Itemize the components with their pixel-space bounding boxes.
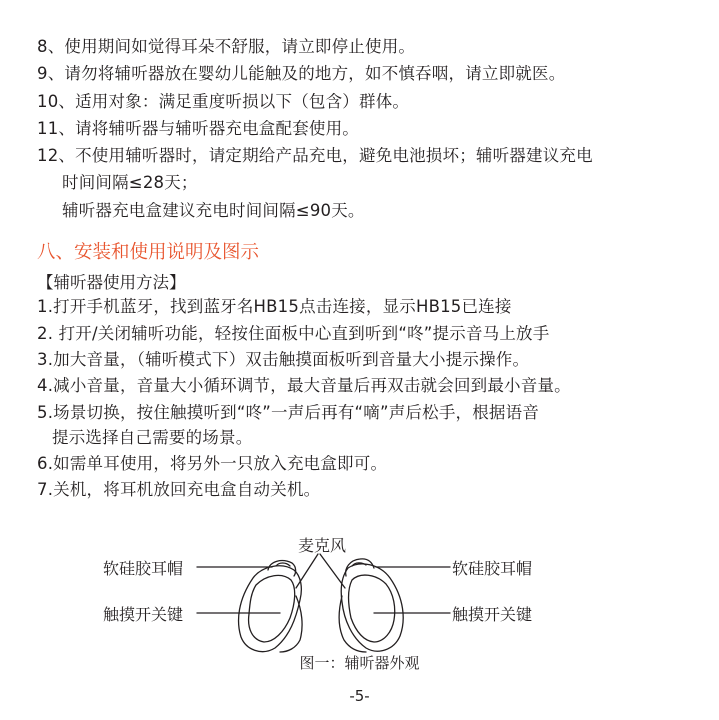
label-tip-left: 软硅胶耳帽 xyxy=(103,559,184,578)
note-9: 9、请勿将辅听器放在婴幼儿能触及的地方，如不慎吞咽，请立即就医。 xyxy=(37,64,566,83)
note-8: 8、使用期间如觉得耳朵不舒服，请立即停止使用。 xyxy=(37,37,416,56)
step-1: 1.打开手机蓝牙，找到蓝牙名HB15点击连接，显示HB15已连接 xyxy=(37,297,512,316)
leader-mic-left xyxy=(296,554,318,588)
left-earbud xyxy=(239,561,303,652)
note-12-cont-1: 时间间隔≤28天； xyxy=(62,173,198,192)
page-number: -5- xyxy=(349,687,370,705)
note-12: 12、不使用辅听器时，请定期给产品充电，避免电池损坏；辅听器建议充电 xyxy=(37,146,593,165)
figure-caption: 图一：辅听器外观 xyxy=(299,654,420,672)
step-5: 5.场景切换，按住触摸听到“咚”一声后再有“嘀”声后松手，根据语音 xyxy=(37,403,540,422)
section-subheading: 【辅听器使用方法】 xyxy=(37,273,186,292)
step-7: 7.关机，将耳机放回充电盒自动关机。 xyxy=(37,480,321,499)
note-11: 11、请将辅听器与辅听器充电盒配套使用。 xyxy=(37,119,359,138)
step-6: 6.如需单耳使用，将另外一只放入充电盒即可。 xyxy=(37,454,388,473)
label-touch-right: 触摸开关键 xyxy=(452,605,533,624)
step-2: 2. 打开/关闭辅听功能，轻按住面板中心直到听到“咚”提示音马上放手 xyxy=(37,324,550,343)
label-mic: 麦克风 xyxy=(298,536,347,555)
step-3: 3.加大音量，（辅听模式下）双击触摸面板听到音量大小提示操作。 xyxy=(37,350,530,369)
step-4: 4.减小音量，音量大小循环调节，最大音量后再双击就会回到最小音量。 xyxy=(37,376,571,395)
label-tip-right: 软硅胶耳帽 xyxy=(452,559,533,578)
note-12-cont-2: 辅听器充电盒建议充电时间间隔≤90天。 xyxy=(62,201,365,220)
note-10: 10、适用对象：满足重度听损以下（包含）群体。 xyxy=(37,92,410,111)
section-heading: 八、安装和使用说明及图示 xyxy=(37,242,260,263)
right-earbud xyxy=(339,559,403,652)
label-touch-left: 触摸开关键 xyxy=(103,605,184,624)
step-5-cont: 提示选择自己需要的场景。 xyxy=(52,428,253,447)
